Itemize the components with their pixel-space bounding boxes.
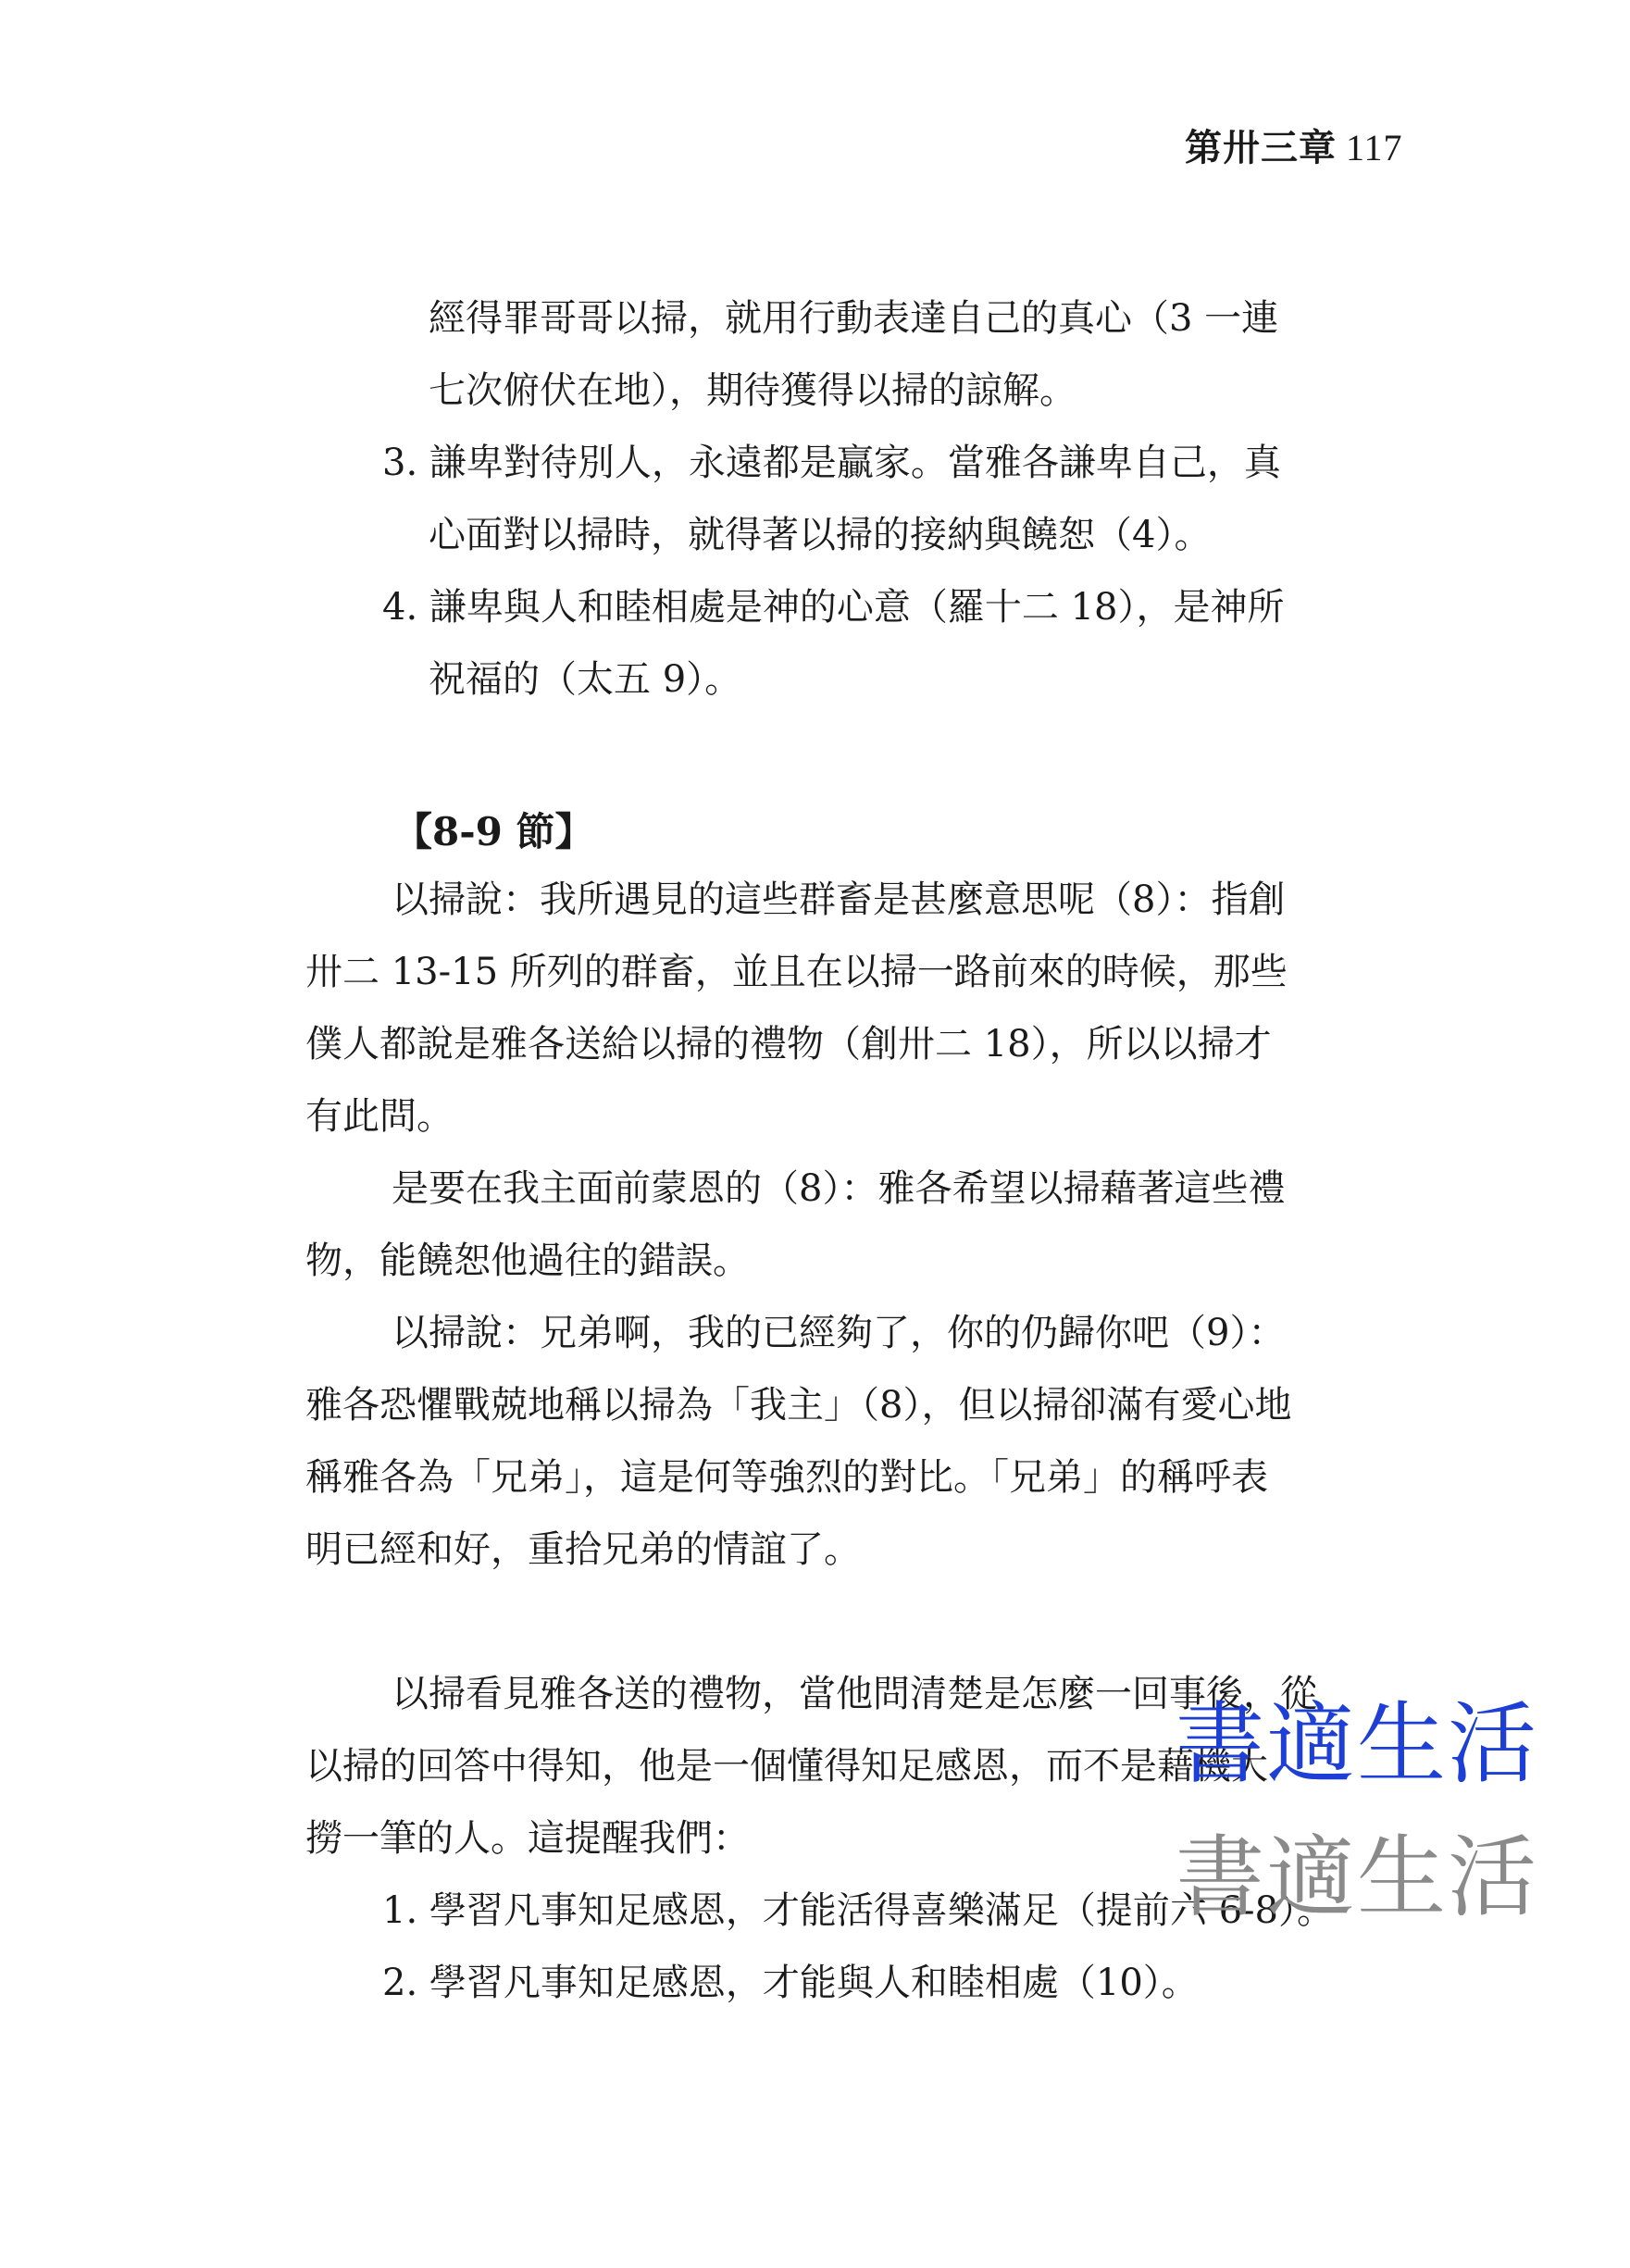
page-header — [1185, 118, 1425, 171]
text-line: 物，能饒恕他過往的錯誤。 — [305, 1240, 750, 1282]
verse-paragraph-line: 是要在我主面前蒙恩的（8）：雅各希望以掃藉著這些禮 — [392, 1167, 1286, 1210]
list-item-2: 2. 學習凡事知足感恩，才能與人和睦相處（10）。 — [382, 1962, 1199, 2004]
page-number: 117 — [1346, 127, 1403, 168]
watermark-blue: 書適生活 — [1176, 1692, 1538, 1796]
reflection-line: 以掃看見雅各送的禮物，當他問清楚是怎麼一回事後，從 — [392, 1673, 1317, 1715]
text-line: 稱雅各為「兄弟」，這是何等強烈的對比。「兄弟」的稱呼表 — [305, 1456, 1268, 1499]
list-item-1: 1. 學習凡事知足感恩，才能活得喜樂滿足（提前六 6-8）。 — [382, 1889, 1335, 1932]
list-item-4: 4. 謙卑與人和睦相處是神的心意（羅十二 18），是神所 — [382, 586, 1285, 629]
text-line: 有此問。 — [305, 1095, 454, 1138]
watermark-gray: 書適生活 — [1176, 1826, 1538, 1929]
text-line: 七次俯伏在地），期待獲得以掃的諒解。 — [429, 369, 1076, 412]
reflection-line: 以掃的回答中得知，他是一個懂得知足感恩，而不是藉機大 — [305, 1745, 1268, 1788]
verse-paragraph-line: 以掃說：我所遇見的這些群畜是甚麼意思呢（8）：指創 — [392, 879, 1286, 921]
text-line: 祝福的（太五 9）。 — [429, 658, 742, 701]
section-heading: 【8-9 節】 — [393, 809, 594, 854]
verse-paragraph-line: 以掃說：兄弟啊，我的已經夠了，你的仍歸你吧（9）： — [392, 1312, 1286, 1354]
text-line: 明已經和好，重拾兄弟的情誼了。 — [305, 1528, 861, 1571]
text-line: 經得罪哥哥以掃，就用行動表達自己的真心（3 一連 — [429, 297, 1279, 340]
text-line: 心面對以掃時，就得著以掃的接納與饒恕（4）。 — [429, 514, 1212, 556]
text-line: 僕人都說是雅各送給以掃的禮物（創卅二 18），所以以掃才 — [305, 1023, 1272, 1065]
text-line: 卅二 13-15 所列的群畜，並且在以掃一路前來的時候，那些 — [305, 951, 1288, 993]
chapter-title: 第卅三章 — [1185, 126, 1337, 169]
list-item-3: 3. 謙卑對待別人，永遠都是贏家。當雅各謙卑自己，真 — [382, 442, 1281, 484]
reflection-line: 撈一筆的人。這提醒我們： — [305, 1817, 750, 1860]
text-line: 雅各恐懼戰兢地稱以掃為「我主」（8），但以掃卻滿有愛心地 — [305, 1384, 1292, 1427]
